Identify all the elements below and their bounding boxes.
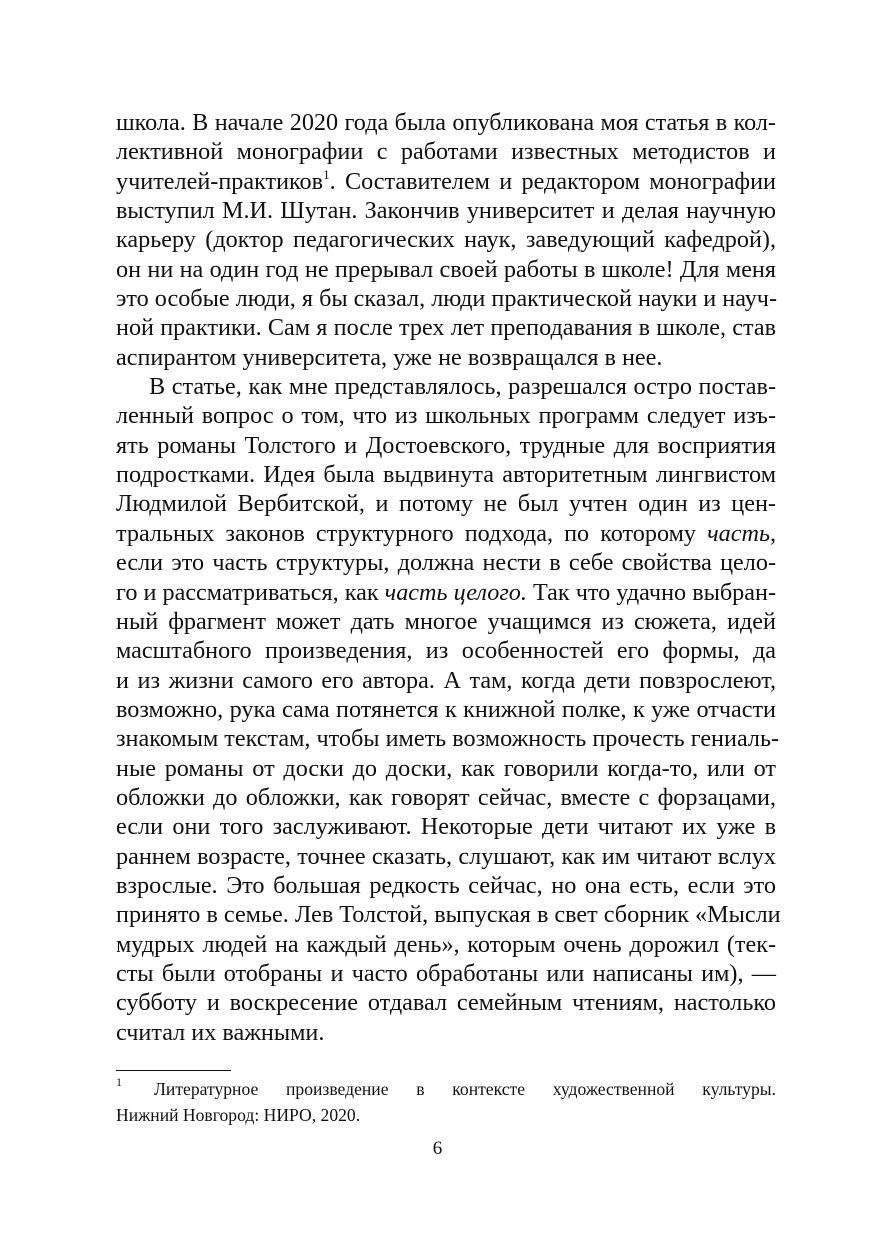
text-line: знакомым текстам, чтобы иметь возможность прочесть гениаль- <box>116 725 780 753</box>
paragraph-1 <box>116 108 776 372</box>
text-line: сты были отобраны и часто обработаны или написаны им), — <box>116 959 776 987</box>
main-text <box>116 108 781 1047</box>
text-line <box>116 167 776 196</box>
text-line: карьеру (доктор педагогических наук, заведующий кафедрой), <box>116 226 776 254</box>
text-fragment: Так что удачно выбран- <box>526 578 776 606</box>
text-line: подростками. Идея была выдвинута авторитетным лингвистом <box>116 461 776 489</box>
footnote-divider <box>116 1070 231 1071</box>
italic-term: часть <box>707 519 770 547</box>
footnote-reference[interactable]: 1 <box>323 166 330 182</box>
text-line: Людмилой Вербитской, и потому не был учтен один из цен- <box>116 490 776 518</box>
footnote-line: 1 Литературное произведение в контексте художественной культуры. <box>116 1075 776 1099</box>
text-line <box>116 578 776 607</box>
text-line: считал их важными. <box>116 1018 325 1046</box>
text-line: раннем возрасте, точнее сказать, слушают, как им читают вслух <box>116 842 776 870</box>
text-fragment: , <box>769 519 776 547</box>
footnote-line: Нижний Новгород: НИРО, 2020. <box>116 1105 361 1125</box>
text-line: это особые люди, я бы сказал, люди практической науки и науч- <box>116 285 778 313</box>
text-line: принято в семье. Лев Толстой, выпуская в свет сборник «Мысли <box>116 901 781 929</box>
text-line: ные романы от доски до доски, как говорили когда-то, или от <box>116 754 776 782</box>
text-line: он ни на один год не прерывал своей работы в школе! Для меня <box>116 255 776 283</box>
text-line: обложки до обложки, как говорят сейчас, вместе с форзацами, <box>116 783 776 811</box>
text-line: мудрых людей на каждый день», которым очень дорожил (тек- <box>116 930 776 958</box>
text-line: если это часть структуры, должна нести в себе свойства цело- <box>116 549 776 577</box>
text-line: лективной монографии с работами известных методистов и <box>116 138 776 166</box>
text-line <box>116 519 776 548</box>
text-line: школа. В начале 2020 года была опубликована моя статья в кол- <box>116 109 776 136</box>
text-line: и из жизни самого его автора. А там, когда дети повзрослеют, <box>116 666 776 694</box>
page-number: 6 <box>432 1138 443 1159</box>
text-line: если они того заслуживают. Некоторые дети читают их уже в <box>116 813 776 841</box>
italic-term: часть целого. <box>384 578 527 606</box>
text-fragment: тральных законов структурного подхода, по которому <box>116 519 708 547</box>
text-line: выступил М.И. Шутан. Закончив университет и делая научную <box>116 197 776 225</box>
text-line: субботу и воскресение отдавал семейным чтениям, настолько <box>116 989 776 1017</box>
text-fragment: учителей-практиков <box>116 167 324 195</box>
text-line: ной практики. Сам я после трех лет преподавания в школе, став <box>116 314 776 342</box>
text-fragment: го и рассматриваться, как <box>116 578 385 606</box>
text-line: аспирантом университета, уже не возвращался в нее. <box>116 343 663 371</box>
text-line: масштабного произведения, из особенностей его формы, да <box>116 637 776 665</box>
paragraph-2 <box>116 372 781 1047</box>
text-line: возможно, рука сама потянется к книжной полке, к уже отчасти <box>116 695 776 723</box>
text-line: ять романы Толстого и Достоевского, трудные для восприятия <box>116 431 776 459</box>
text-line: ный фрагмент может дать многое учащимся из сюжета, идей <box>116 607 776 635</box>
text-line: взрослые. Это большая редкость сейчас, но она есть, если это <box>116 871 776 899</box>
footnote-text: Литературное произведение в контексте художественной культуры. <box>154 1079 776 1099</box>
text-fragment: . Составителем и редактором монографии <box>329 167 776 195</box>
text-line: ленный вопрос о том, что из школьных программ следует изъ- <box>116 402 776 430</box>
text-line: В статье, как мне представлялось, разрешался остро постав- <box>149 373 776 401</box>
footnote <box>116 1076 776 1128</box>
